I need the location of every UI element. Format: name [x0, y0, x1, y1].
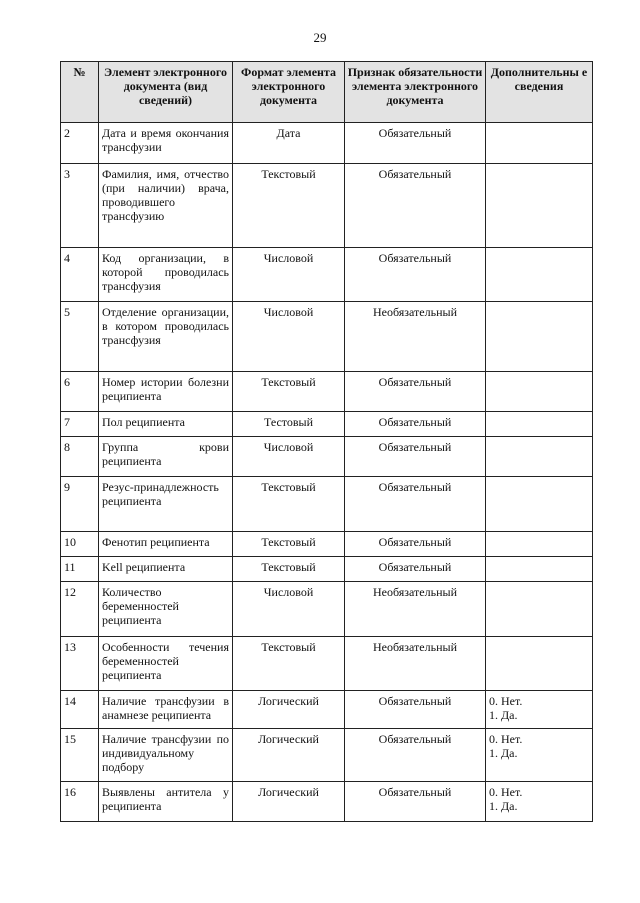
- element-extra: [486, 729, 593, 782]
- row-number: 16: [61, 782, 99, 822]
- element-extra: [486, 248, 593, 302]
- element-name: Дата и время окончания трансфузии: [99, 123, 233, 164]
- element-format: Логический: [233, 729, 345, 782]
- element-extra: [486, 412, 593, 437]
- element-name: Группа крови реципиента: [99, 437, 233, 477]
- table-row: [61, 372, 593, 412]
- table-body: [61, 123, 593, 822]
- element-requirement: Обязательный: [345, 691, 486, 729]
- table-header-row: [61, 62, 593, 123]
- element-format: Числовой: [233, 302, 345, 372]
- element-format: Текстовый: [233, 557, 345, 582]
- extra-value-line: 1. Да.: [489, 799, 518, 813]
- element-extra: [486, 532, 593, 557]
- element-extra: [486, 372, 593, 412]
- table-row: [61, 729, 593, 782]
- element-requirement: Обязательный: [345, 477, 486, 532]
- extra-value-line: 0. Нет.: [489, 732, 523, 746]
- row-number: 15: [61, 729, 99, 782]
- row-number: 5: [61, 302, 99, 372]
- element-format: Числовой: [233, 248, 345, 302]
- element-format: Числовой: [233, 437, 345, 477]
- row-number: 10: [61, 532, 99, 557]
- element-name: Резус-принадлежность реципиента: [99, 477, 233, 532]
- table-row: [61, 412, 593, 437]
- extra-value-line: 1. Да.: [489, 708, 518, 722]
- row-number: 14: [61, 691, 99, 729]
- element-format: Дата: [233, 123, 345, 164]
- element-extra: [486, 582, 593, 637]
- row-number: 9: [61, 477, 99, 532]
- element-extra: [486, 691, 593, 729]
- element-format: Текстовый: [233, 477, 345, 532]
- table-row: [61, 691, 593, 729]
- element-name: Фамилия, имя, отчество (при наличии) врача, проводившего трансфузию: [99, 164, 233, 248]
- element-extra: [486, 302, 593, 372]
- element-extra: [486, 477, 593, 532]
- element-extra: [486, 164, 593, 248]
- element-requirement: Обязательный: [345, 164, 486, 248]
- table-row: [61, 637, 593, 691]
- element-format: Логический: [233, 782, 345, 822]
- element-format: Текстовый: [233, 164, 345, 248]
- row-number: 8: [61, 437, 99, 477]
- element-name: Номер истории болезни реципиента: [99, 372, 233, 412]
- element-name: Выявлены антитела у реципиента: [99, 782, 233, 822]
- element-extra: [486, 637, 593, 691]
- element-name: Пол реципиента: [99, 412, 233, 437]
- header-requirement: Признак обязательности элемента электронного документа: [345, 62, 486, 123]
- element-format: Числовой: [233, 582, 345, 637]
- element-name: Отделение организации, в котором проводилась трансфузия: [99, 302, 233, 372]
- element-name: Наличие трансфузии по индивидуальному подбору: [99, 729, 233, 782]
- table-row: [61, 582, 593, 637]
- table-row: [61, 557, 593, 582]
- element-name: Kell реципиента: [99, 557, 233, 582]
- row-number: 7: [61, 412, 99, 437]
- table-row: [61, 532, 593, 557]
- element-format: Текстовый: [233, 372, 345, 412]
- element-requirement: Обязательный: [345, 437, 486, 477]
- table-row: [61, 437, 593, 477]
- extra-value-line: 0. Нет.: [489, 785, 523, 799]
- table-row: [61, 477, 593, 532]
- element-requirement: Необязательный: [345, 637, 486, 691]
- row-number: 4: [61, 248, 99, 302]
- element-name: Фенотип реципиента: [99, 532, 233, 557]
- page-number: 29: [313, 30, 327, 45]
- element-requirement: Обязательный: [345, 248, 486, 302]
- element-requirement: Необязательный: [345, 582, 486, 637]
- row-number: 13: [61, 637, 99, 691]
- header-extra: Дополнительны е сведения: [486, 62, 593, 123]
- header-format: Формат элемента электронного документа: [233, 62, 345, 123]
- element-requirement: Обязательный: [345, 782, 486, 822]
- element-requirement: Обязательный: [345, 557, 486, 582]
- element-requirement: Обязательный: [345, 412, 486, 437]
- element-format: Тестовый: [233, 412, 345, 437]
- element-requirement: Необязательный: [345, 302, 486, 372]
- header-element: Элемент электронного документа (вид сведений): [99, 62, 233, 123]
- element-format: Логический: [233, 691, 345, 729]
- header-num: №: [61, 62, 99, 123]
- table-row: [61, 302, 593, 372]
- element-name: Количество беременностей реципиента: [99, 582, 233, 637]
- element-requirement: Обязательный: [345, 532, 486, 557]
- table-row: [61, 248, 593, 302]
- table-row: [61, 782, 593, 822]
- row-number: 6: [61, 372, 99, 412]
- row-number: 2: [61, 123, 99, 164]
- row-number: 3: [61, 164, 99, 248]
- document-table: [60, 61, 593, 822]
- extra-value-line: 1. Да.: [489, 746, 518, 760]
- element-extra: [486, 782, 593, 822]
- table-row: [61, 164, 593, 248]
- element-extra: [486, 123, 593, 164]
- element-requirement: Обязательный: [345, 729, 486, 782]
- element-extra: [486, 557, 593, 582]
- element-name: Особенности течения беременностей реципиента: [99, 637, 233, 691]
- element-format: Текстовый: [233, 532, 345, 557]
- element-requirement: Обязательный: [345, 372, 486, 412]
- row-number: 12: [61, 582, 99, 637]
- element-extra: [486, 437, 593, 477]
- element-format: Текстовый: [233, 637, 345, 691]
- element-requirement: Обязательный: [345, 123, 486, 164]
- table-row: [61, 123, 593, 164]
- extra-value-line: 0. Нет.: [489, 694, 523, 708]
- row-number: 11: [61, 557, 99, 582]
- element-name: Код организации, в которой проводилась трансфузия: [99, 248, 233, 302]
- element-name: Наличие трансфузии в анамнезе реципиента: [99, 691, 233, 729]
